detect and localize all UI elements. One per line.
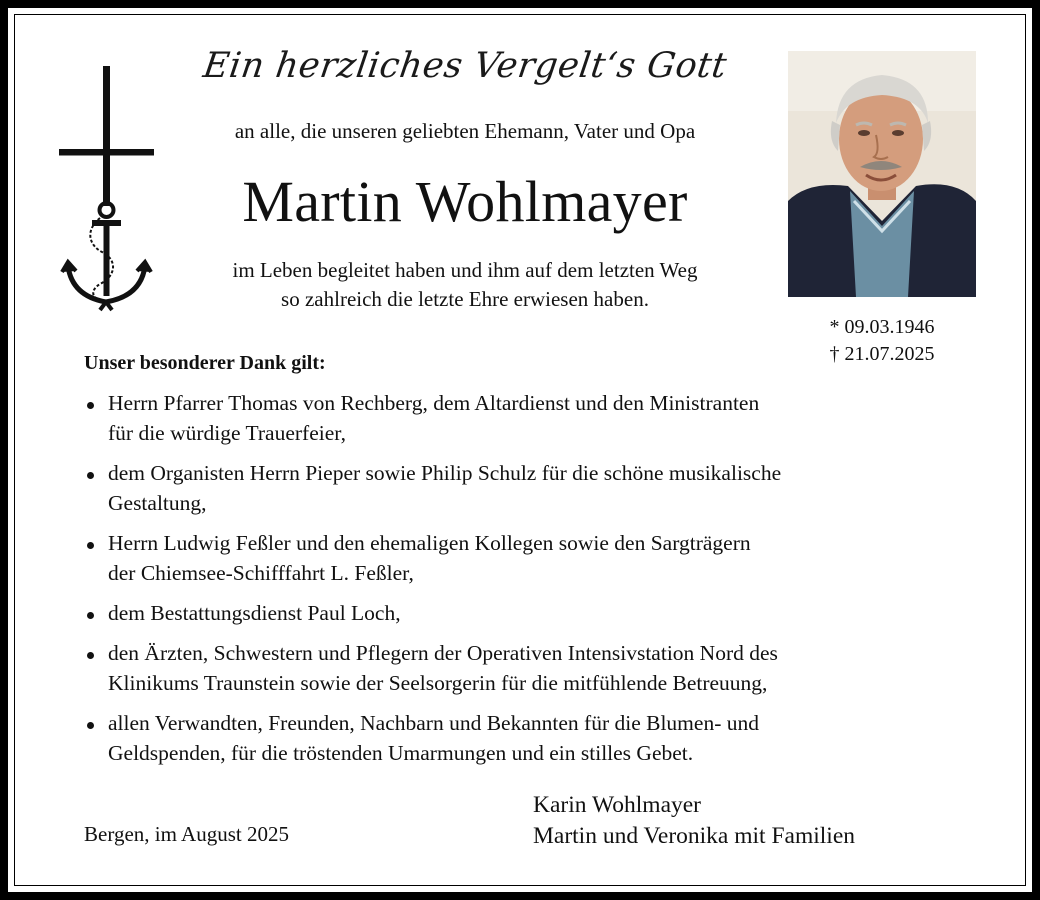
list-item-line: der Chiemsee-Schifffahrt L. Feßler, xyxy=(108,561,414,585)
thanks-list xyxy=(84,388,964,778)
list-item-line: Klinikums Traunstein sowie der Seelsorgerin für die mitfühlende Betreuung, xyxy=(108,671,768,695)
anchor-icon xyxy=(62,203,151,310)
deceased-name: Martin Wohlmayer xyxy=(242,169,688,234)
signature-line-2: Martin und Veronika mit Familien xyxy=(533,823,856,849)
portrait-photo xyxy=(788,51,976,297)
list-item xyxy=(84,708,964,768)
intro-line: an alle, die unseren geliebten Ehemann, Vater und Opa xyxy=(234,119,696,143)
birth-date: * 09.03.1946 xyxy=(829,316,935,338)
closing-line-1: im Leben begleitet haben und ihm auf dem letzten Weg xyxy=(232,258,698,282)
list-item xyxy=(84,598,964,628)
cross-icon xyxy=(59,66,154,206)
list-item-line: dem Organisten Herrn Pieper sowie Philip Schulz für die schöne musikalische xyxy=(108,461,782,485)
closing-line-2: so zahlreich die letzte Ehre erwiesen haben. xyxy=(281,287,649,311)
death-date: † 21.07.2025 xyxy=(829,343,935,365)
list-item-line: den Ärzten, Schwestern und Pflegern der Operativen Intensivstation Nord des xyxy=(108,641,778,665)
list-item xyxy=(84,528,964,588)
list-item-line: dem Bestattungsdienst Paul Loch, xyxy=(108,601,401,625)
thanks-heading: Unser besonderer Dank gilt: xyxy=(84,352,326,374)
signature-block xyxy=(533,790,855,852)
list-item xyxy=(84,638,964,698)
cross-anchor-symbol xyxy=(56,66,158,314)
list-item-line: für die würdige Trauerfeier, xyxy=(108,421,346,445)
list-item xyxy=(84,458,964,518)
list-item-line: Herrn Ludwig Feßler und den ehemaligen Kollegen sowie den Sargträgern xyxy=(108,531,751,555)
list-item-line: allen Verwandten, Freunden, Nachbarn und Bekannten für die Blumen- und xyxy=(108,711,759,735)
signature-line-1: Karin Wohlmayer xyxy=(533,792,701,818)
list-item xyxy=(84,388,964,448)
list-item-line: Gestaltung, xyxy=(108,491,207,515)
place-date: Bergen, im August 2025 xyxy=(84,822,289,846)
list-item-line: Geldspenden, für die tröstenden Umarmungen und ein stilles Gebet. xyxy=(108,741,694,765)
list-item-line: Herrn Pfarrer Thomas von Rechberg, dem Altardienst und den Ministranten xyxy=(108,391,760,415)
page-title: Ein herzliches Vergelt‘s Gott xyxy=(200,46,730,86)
